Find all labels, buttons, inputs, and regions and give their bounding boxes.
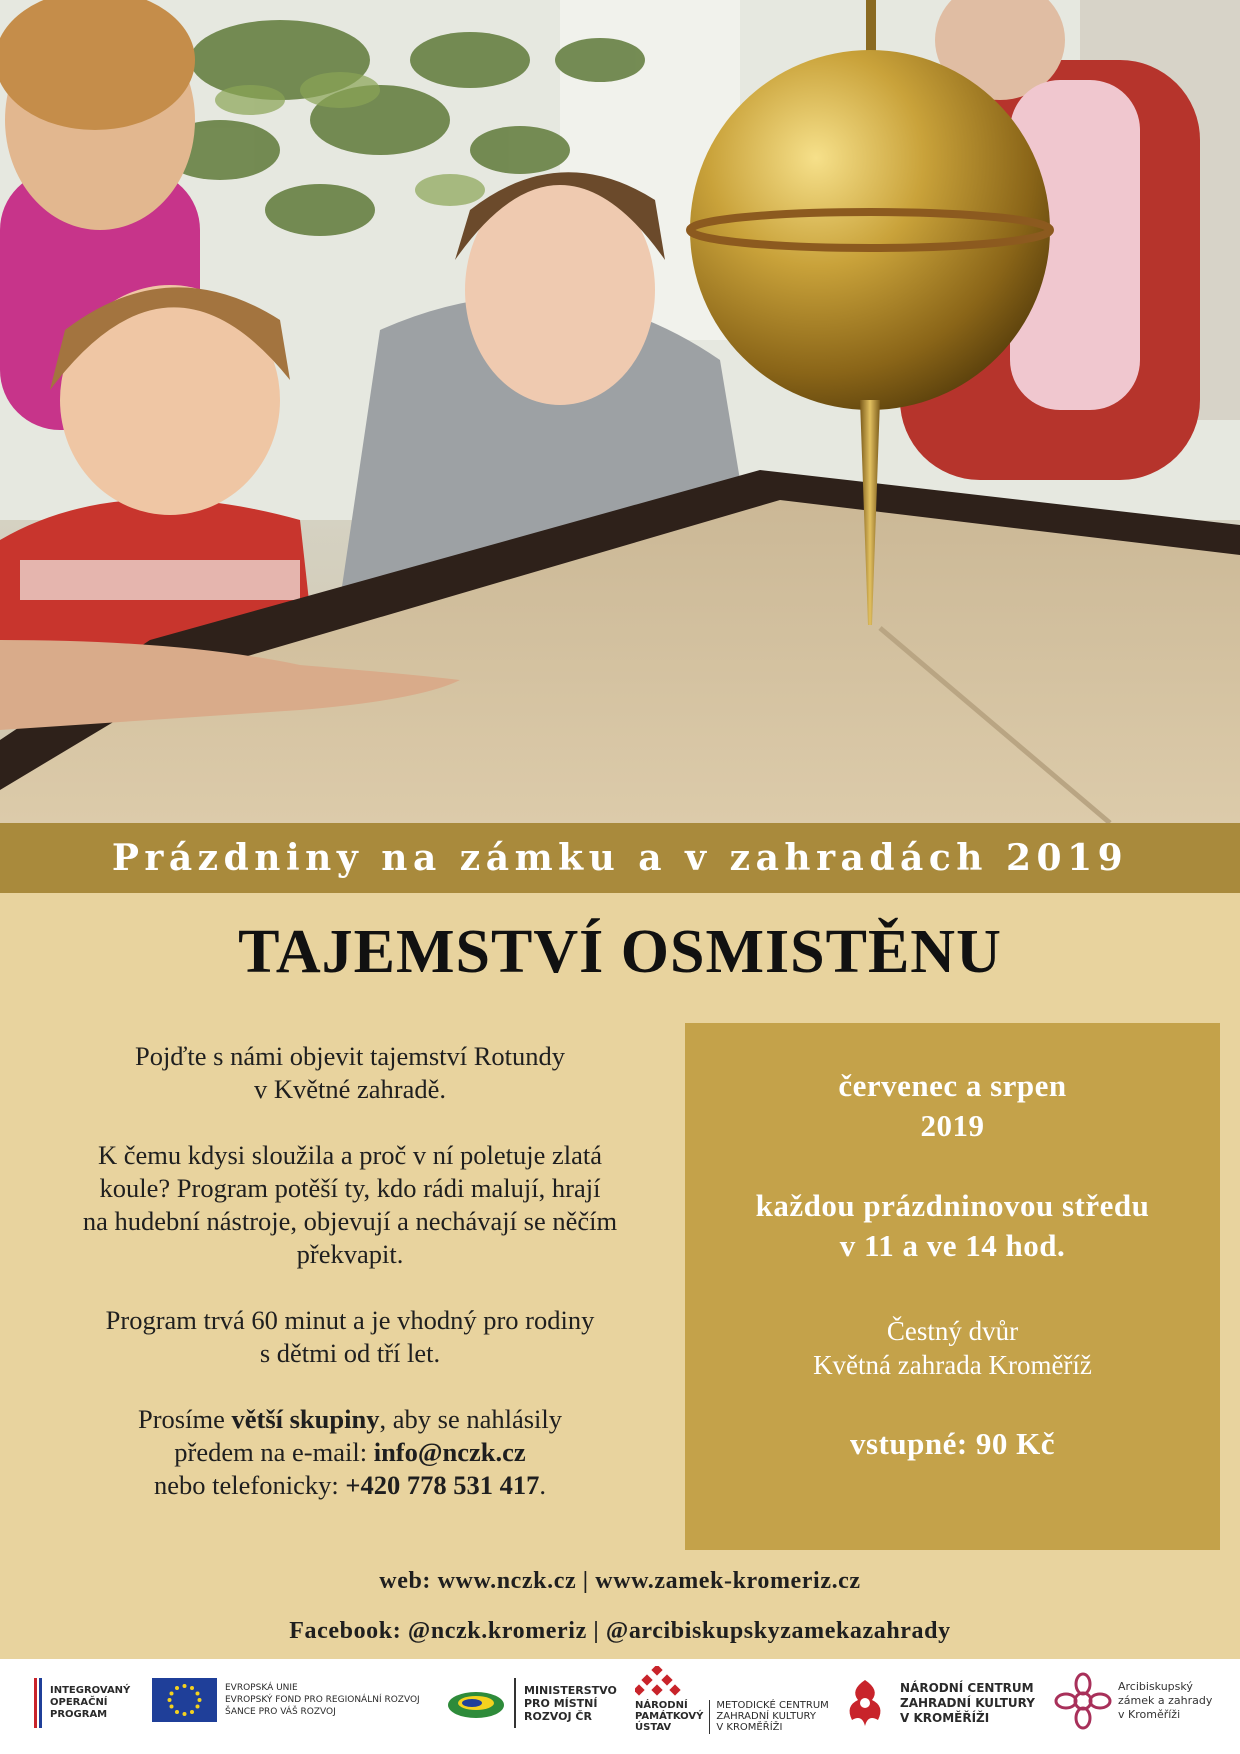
- logo-label: ZAHRADNÍ KULTURY: [716, 1711, 816, 1722]
- logo-label: ŠANCE PRO VÁŠ ROZVOJ: [225, 1707, 336, 1717]
- event-price: vstupné: 90 Kč: [849, 1426, 1056, 1461]
- logo-label: EVROPSKÁ UNIE: [225, 1683, 298, 1693]
- logo-label: PRO MÍSTNÍ: [524, 1696, 598, 1710]
- contact-phone[interactable]: +420 778 531 417: [345, 1470, 540, 1500]
- npu-logo: [635, 1666, 829, 1734]
- desc-text: překvapit.: [296, 1239, 404, 1269]
- page-title: TAJEMSTVÍ OSMISTĚNU: [238, 918, 1002, 986]
- desc-text: s dětmi od tří let.: [259, 1338, 441, 1368]
- eu-flag-icon: [152, 1678, 217, 1722]
- iop-logo: [34, 1678, 130, 1728]
- event-day: každou prázdninovou středu: [755, 1188, 1150, 1223]
- desc-text: Pojďte s námi objevit tajemství Rotundy: [134, 1041, 566, 1071]
- npu-logo-icon: [635, 1666, 681, 1700]
- logo-label: NÁRODNÍ: [635, 1700, 688, 1711]
- logo-label: MINISTERSTVO: [524, 1683, 617, 1697]
- desc-text: koule? Program potěší ty, kdo rádi malují, hrají: [99, 1173, 601, 1203]
- pendulum-photo: [0, 0, 1240, 823]
- logo-label: V KROMĚŘÍŽI: [716, 1722, 783, 1733]
- logo-label: EVROPSKÝ FOND PRO REGIONÁLNÍ ROZVOJ: [225, 1695, 420, 1705]
- logo-label: zámek a zahrady: [1118, 1694, 1213, 1707]
- mmr-logo-icon: [446, 1683, 506, 1723]
- event-time: v 11 a ve 14 hod.: [839, 1228, 1066, 1263]
- logo-label: PROGRAM: [50, 1709, 108, 1720]
- logo-label: PAMÁTKOVÝ: [635, 1711, 704, 1722]
- logo-label: METODICKÉ CENTRUM: [716, 1700, 829, 1711]
- web-links[interactable]: web: www.nczk.cz | www.zamek-kromeriz.cz: [379, 1568, 861, 1594]
- logo-label: ÚSTAV: [635, 1722, 672, 1733]
- contact-email[interactable]: info@nczk.cz: [373, 1437, 526, 1467]
- logo-label: V KROMĚŘÍŽI: [900, 1710, 990, 1725]
- azz-rose-icon: [1054, 1672, 1112, 1730]
- event-year: 2019: [920, 1108, 985, 1143]
- desc-text: předem na e-mail:: [174, 1437, 374, 1467]
- desc-text: , aby se nahlásily: [379, 1404, 563, 1434]
- group-emphasis: větší skupiny: [231, 1404, 380, 1434]
- event-place: Čestný dvůr: [886, 1316, 1019, 1346]
- facebook-links[interactable]: Facebook: @nczk.kromeriz | @arcibiskupskyzamekazahrady: [289, 1618, 951, 1644]
- desc-text: K čemu kdysi sloužila a proč v ní poletuje zlatá: [97, 1140, 603, 1170]
- logo-label: ZAHRADNÍ KULTURY: [900, 1695, 1035, 1710]
- event-months: červenec a srpen: [838, 1068, 1067, 1103]
- desc-text: na hudební nástroje, objevují a nechávají se něčím: [82, 1206, 618, 1236]
- event-series-banner: [0, 823, 1240, 893]
- azz-logo: [1054, 1672, 1212, 1730]
- desc-text: nebo telefonicky:: [154, 1470, 346, 1500]
- logo-label: Arcibiskupský: [1118, 1680, 1193, 1693]
- logo-label: NÁRODNÍ CENTRUM: [900, 1680, 1034, 1695]
- event-description: [20, 1040, 680, 1535]
- logo-label: INTEGROVANÝ: [50, 1685, 131, 1696]
- nczk-logo-icon: [840, 1678, 890, 1728]
- eu-logo: [152, 1678, 420, 1722]
- logo-label: v Kroměříži: [1118, 1708, 1181, 1721]
- nczk-logo: [840, 1678, 1035, 1728]
- desc-text: v Květné zahradě.: [253, 1074, 447, 1104]
- mmr-logo: [446, 1678, 617, 1728]
- iop-bars-icon: [34, 1678, 44, 1728]
- logo-label: ROZVOJ ČR: [524, 1709, 592, 1723]
- hero-photo: [0, 0, 1240, 823]
- series-title: Prázdniny na zámku a v zahradách 2019: [111, 837, 1129, 879]
- event-info-box: [685, 1023, 1220, 1550]
- desc-text: Program trvá 60 minut a je vhodný pro rodiny: [105, 1305, 595, 1335]
- desc-text: .: [539, 1470, 546, 1500]
- sponsor-logos: [0, 1660, 1240, 1754]
- logo-label: OPERAČNÍ: [50, 1697, 108, 1708]
- event-place-detail: Květná zahrada Kroměříž: [813, 1350, 1092, 1380]
- desc-text: Prosíme: [137, 1404, 232, 1434]
